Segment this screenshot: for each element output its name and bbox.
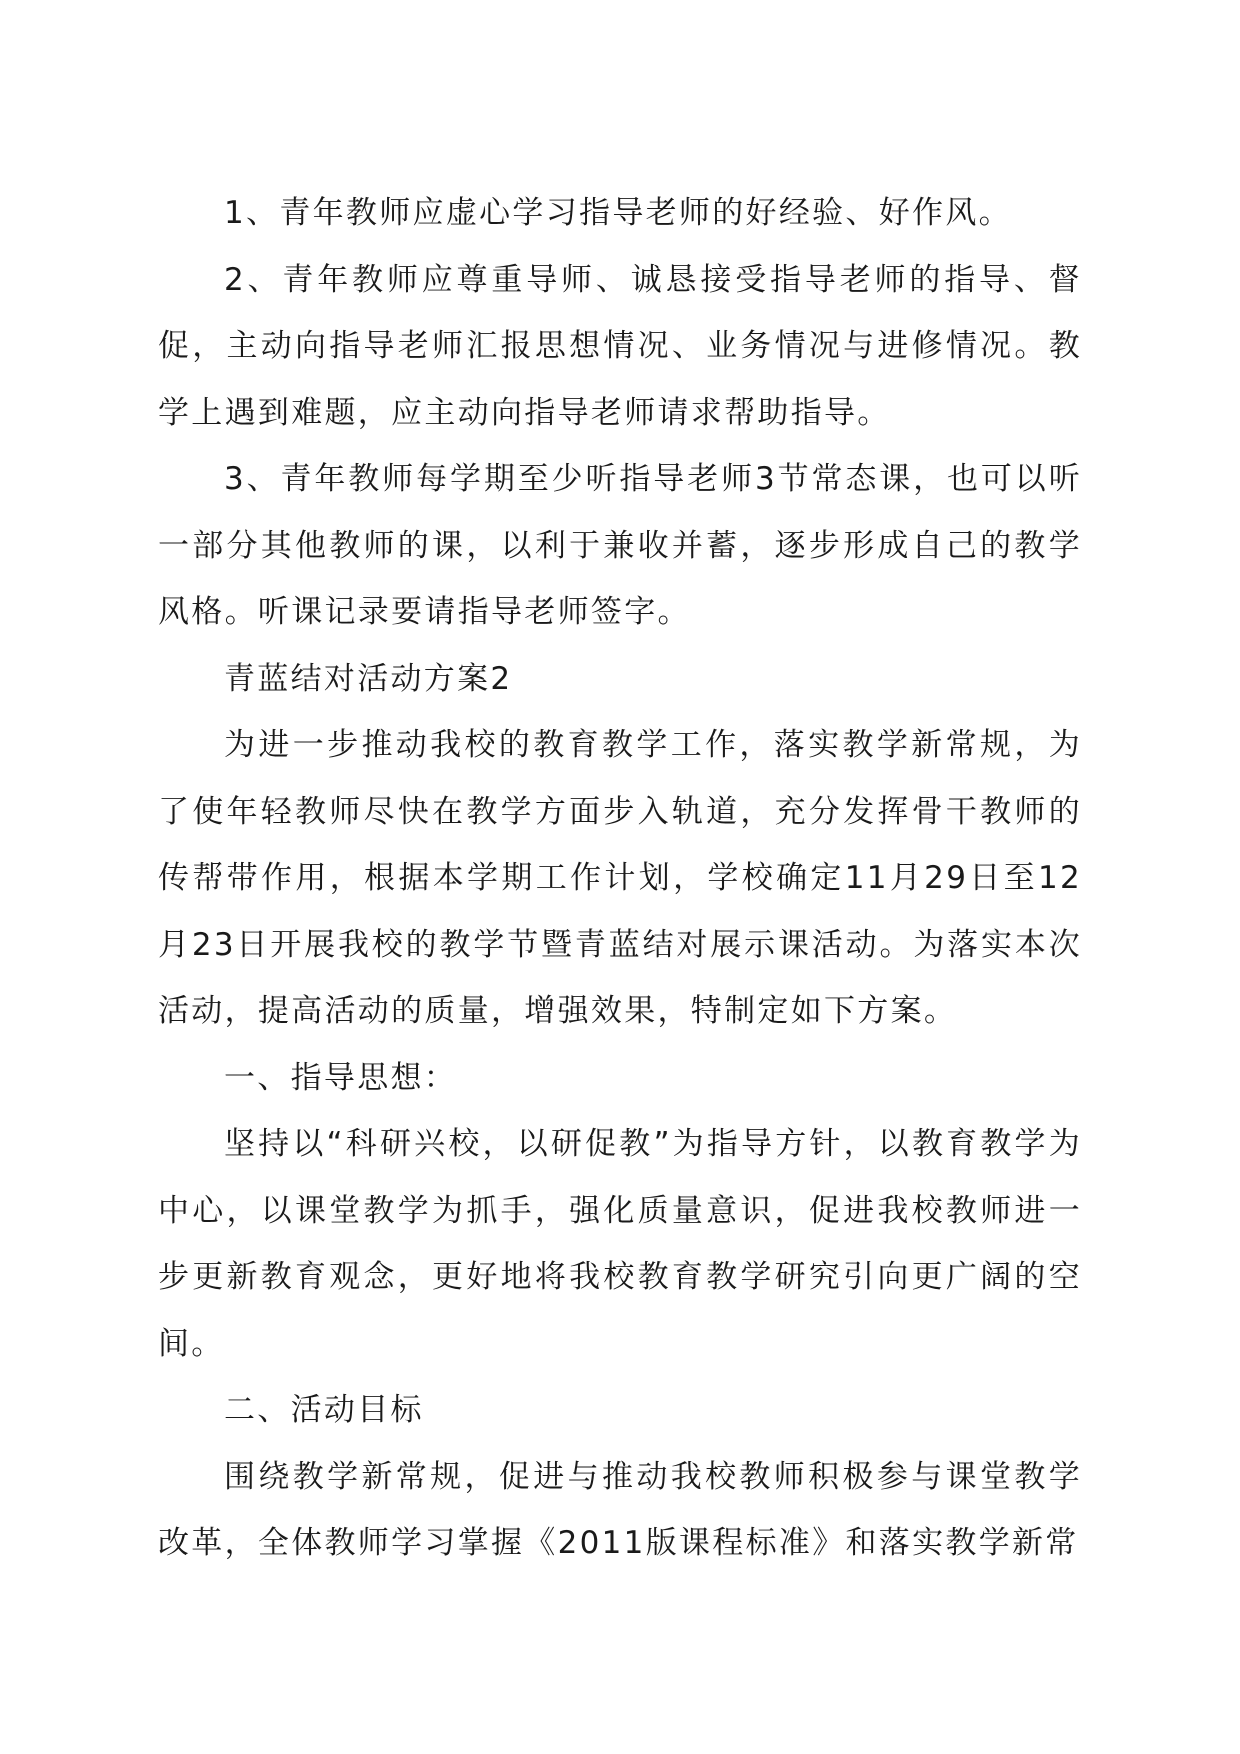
- paragraph-guiding-thought: 坚持以“科研兴校，以研促教”为指导方针，以教育教学为中心，以课堂教学为抓手，强化质量意识，促进我校教师进一步更新教育观念，更好地将我校教育教学研究引向更广阔的空间。: [158, 1126, 1082, 1362]
- paragraph-activity-goal: 围绕教学新常规，促进与推动我校教师积极参与课堂教学改革，全体教师学习掌握《2011版课程标准》和落实教学新常: [158, 1458, 1082, 1561]
- document-body: [158, 180, 1082, 1577]
- paragraph-intro: 为进一步推动我校的教育教学工作，落实教学新常规，为了使年轻教师尽快在教学方面步入轨道，充分发挥骨干教师的传帮带作用，根据本学期工作计划，学校确定11月29日至12月23日开展我校的教学节暨青蓝结对展示课活动。为落实本次活动，提高活动的质量，增强效果，特制定如下方案。: [158, 727, 1082, 1029]
- heading-activity-goal: 二、活动目标: [224, 1392, 424, 1428]
- section-title: 青蓝结对活动方案2: [224, 660, 513, 697]
- heading-guiding-thought: 一、指导思想：: [224, 1059, 458, 1096]
- paragraph-rule-1: 1、青年教师应虚心学习指导老师的好经验、好作风。: [224, 195, 1012, 231]
- paragraph-rule-2: 2、青年教师应尊重导师、诚恳接受指导老师的指导、督促，主动向指导老师汇报思想情况、业务情况与进修情况。教学上遇到难题，应主动向指导老师请求帮助指导。: [158, 261, 1082, 431]
- paragraph-rule-3: 3、青年教师每学期至少听指导老师3节常态课，也可以听一部分其他教师的课，以利于兼收并蓄，逐步形成自己的教学风格。听课记录要请指导老师签字。: [158, 461, 1082, 630]
